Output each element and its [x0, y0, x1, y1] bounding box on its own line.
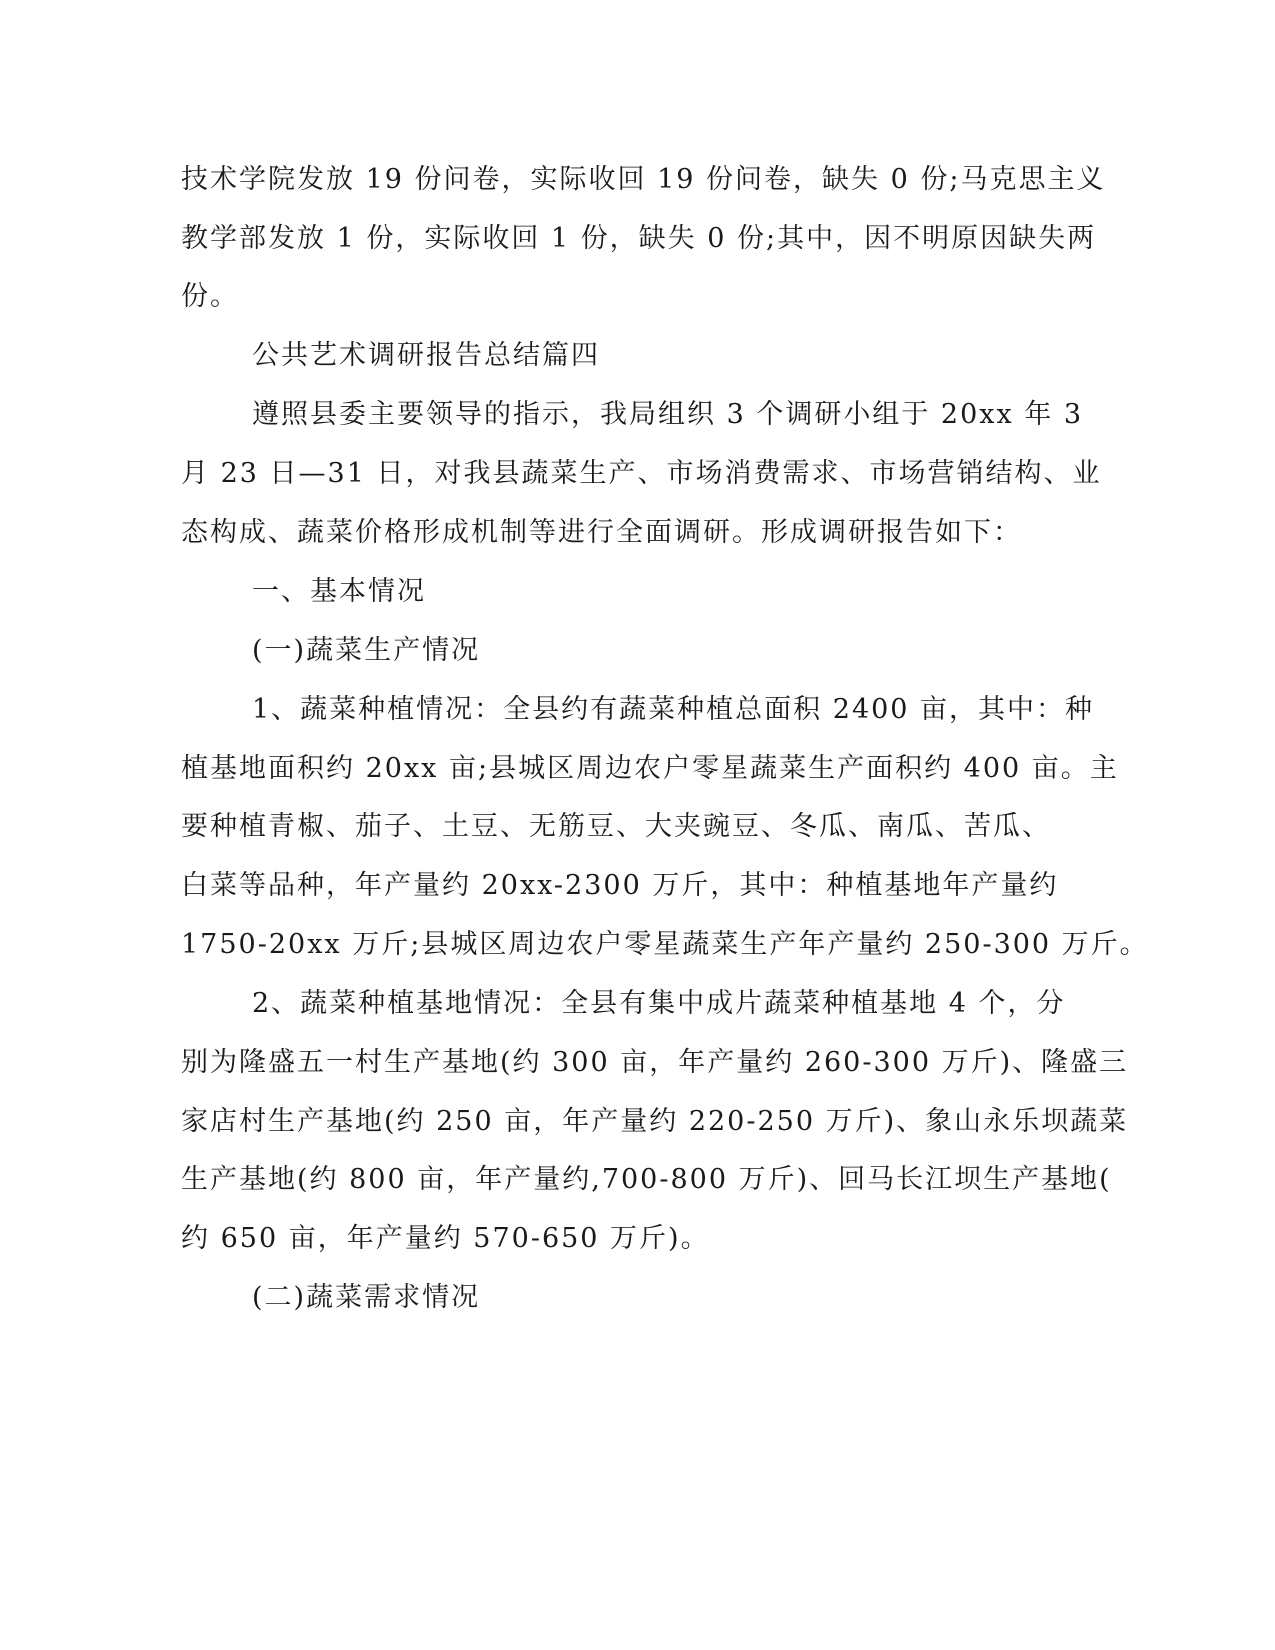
text-line-14: 1750-20xx 万斤;县城区周边农户零星蔬菜生产年产量约 250-300 万斤。 — [181, 929, 1149, 960]
text-line-12: 要种植青椒、茄子、土豆、无筋豆、大夹豌豆、冬瓜、南瓜、苦瓜、 — [181, 811, 1051, 842]
text-line-1: 技术学院发放 19 份问卷，实际收回 19 份问卷，缺失 0 份;马克思主义 — [181, 164, 1106, 195]
subheading-production: (一)蔬菜生产情况 — [252, 635, 481, 666]
subheading-basic: 一、基本情况 — [252, 576, 426, 607]
text-line-3: 份。 — [181, 281, 239, 312]
section-heading: 公共艺术调研报告总结篇四 — [252, 340, 600, 371]
subheading-demand: (二)蔬菜需求情况 — [252, 1282, 481, 1313]
text-line-15: 2、蔬菜种植基地情况：全县有集中成片蔬菜种植基地 4 个，分 — [252, 988, 1066, 1019]
text-line-11: 植基地面积约 20xx 亩;县城区周边农户零星蔬菜生产面积约 400 亩。主 — [181, 753, 1119, 784]
text-line-2: 教学部发放 1 份，实际收回 1 份，缺失 0 份;其中，因不明原因缺失两 — [181, 223, 1097, 254]
text-line-19: 约 650 亩，年产量约 570-650 万斤)。 — [181, 1223, 710, 1254]
text-line-7: 态构成、蔬菜价格形成机制等进行全面调研。形成调研报告如下： — [181, 517, 1022, 548]
text-line-16: 别为隆盛五一村生产基地(约 300 亩，年产量约 260-300 万斤)、隆盛三 — [181, 1047, 1129, 1078]
text-line-13: 白菜等品种，年产量约 20xx-2300 万斤，其中：种植基地年产量约 — [181, 870, 1059, 901]
text-line-5: 遵照县委主要领导的指示，我局组织 3 个调研小组于 20xx 年 3 — [252, 399, 1084, 430]
text-line-6: 月 23 日—31 日，对我县蔬菜生产、市场消费需求、市场营销结构、业 — [181, 458, 1102, 489]
text-line-18: 生产基地(约 800 亩，年产量约,700-800 万斤)、回马长江坝生产基地( — [181, 1164, 1112, 1195]
text-line-10: 1、蔬菜种植情况：全县约有蔬菜种植总面积 2400 亩，其中：种 — [252, 694, 1095, 725]
text-line-17: 家店村生产基地(约 250 亩，年产量约 220-250 万斤)、象山永乐坝蔬菜 — [181, 1106, 1129, 1137]
